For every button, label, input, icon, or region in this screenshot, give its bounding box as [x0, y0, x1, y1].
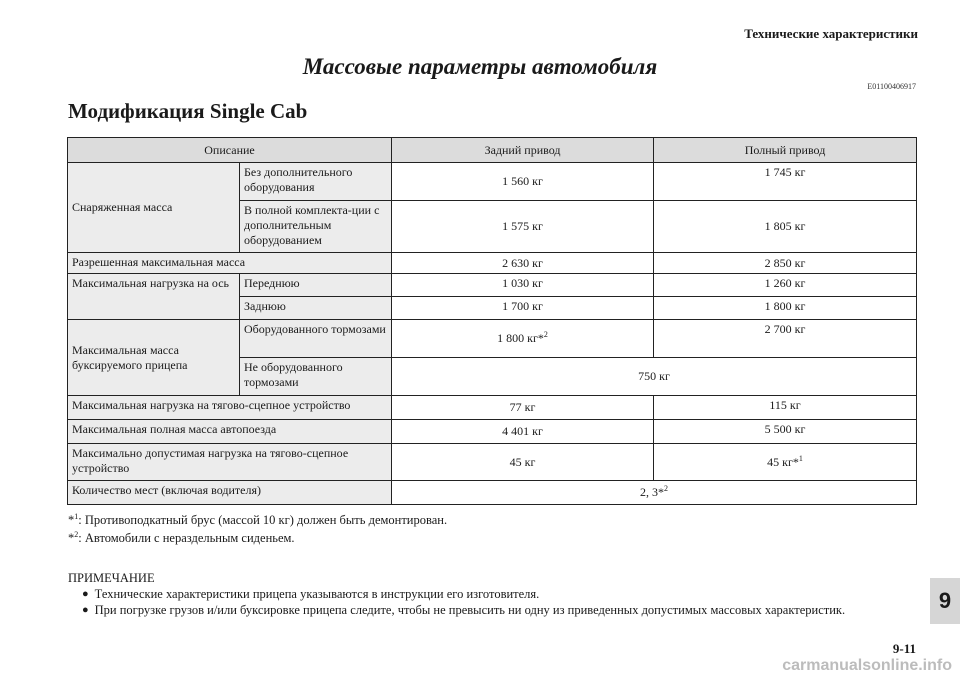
mass-parameters-table [67, 137, 917, 505]
footnote-2 [68, 529, 447, 547]
cell-value: 1 805 кг [654, 201, 917, 253]
note-block [68, 570, 845, 618]
page-number: 9-11 [892, 641, 916, 656]
table-row [68, 274, 917, 297]
row-label-trailer-mass: Максимальная масса буксируемого прицепа [68, 320, 240, 396]
cell-value: 4 401 кг [392, 420, 654, 444]
cell-value: 2 850 кг [654, 253, 917, 274]
column-header-4wd: Полный привод [654, 138, 917, 163]
sub-label-no-equipment: Без дополнительного оборудования [240, 163, 392, 201]
table-header-row [68, 138, 917, 163]
table-row [68, 396, 917, 420]
row-label-hitch-allowed: Максимально допустимая нагрузка на тягово-сцепное устройство [68, 444, 392, 481]
cell-value: 750 кг [392, 358, 917, 396]
footnotes [68, 511, 447, 547]
cell-value: 1 030 кг [392, 274, 654, 297]
sub-label-front: Переднюю [240, 274, 392, 297]
footnote-number: 1 [74, 511, 79, 521]
table-row [68, 481, 917, 505]
note-item [68, 602, 845, 618]
table-row [68, 444, 917, 481]
cell-value: 2 630 кг [392, 253, 654, 274]
row-label-seats: Количество мест (включая водителя) [68, 481, 392, 505]
running-header: Технические характеристики [744, 26, 918, 41]
cell-value: 1 260 кг [654, 274, 917, 297]
cell-value: 45 кг [392, 444, 654, 481]
table-row [68, 420, 917, 444]
section-heading: Модификация Single Cab [68, 99, 308, 123]
row-label-gvw: Разрешенная максимальная масса [68, 253, 392, 274]
cell-value-text: 45 кг* [767, 454, 799, 469]
column-header-rwd: Задний привод [392, 138, 654, 163]
sub-label-braked: Оборудованного тормозами [240, 320, 392, 358]
footnote-mark: 2 [664, 484, 669, 493]
watermark: carmanualsonline.info [782, 657, 952, 674]
row-label-axle-load: Максимальная нагрузка на ось [68, 274, 240, 320]
note-text: Технические характеристики прицепа указываются в инструкции его изготовителя. [94, 587, 540, 601]
cell-value [392, 320, 654, 358]
cell-value: 2 700 кг [654, 320, 917, 358]
footnote-mark: 2 [543, 330, 548, 339]
footnote-text: : Противоподкатный брус (массой 10 кг) должен быть демонтирован. [78, 513, 448, 527]
page-title: Массовые параметры автомобиля [302, 54, 658, 79]
row-label-curb-mass: Снаряженная масса [68, 163, 240, 253]
column-header-description: Описание [68, 138, 392, 163]
footnote-asterisk: * [68, 531, 75, 545]
sub-label-unbraked: Не оборудованного тормозами [240, 358, 392, 396]
sub-label-full-equipment: В полной комплекта-ции с дополнительным оборудованием [240, 201, 392, 253]
cell-value-text: 2, 3* [640, 485, 665, 499]
document-code: E01100406917 [867, 82, 916, 91]
footnote-1 [68, 511, 447, 529]
cell-value: 77 кг [392, 396, 654, 420]
footnote-text: : Автомобили с нераздельным сиденьем. [78, 531, 295, 545]
note-text: При погрузке грузов и/или буксировке прицепа следите, чтобы не превысить ни одну из приведенных допустимых массовых характеристик. [94, 603, 846, 617]
cell-value: 1 575 кг [392, 201, 654, 253]
cell-value: 1 800 кг [654, 297, 917, 320]
table-row [68, 163, 917, 201]
cell-value-text: 1 800 кг* [497, 331, 544, 345]
footnote-number: 2 [74, 529, 79, 539]
bullet-icon: ● [82, 588, 89, 600]
sub-label-rear: Заднюю [240, 297, 392, 320]
table-row [68, 320, 917, 358]
table-row [68, 253, 917, 274]
note-heading: ПРИМЕЧАНИЕ [68, 571, 155, 585]
cell-value [654, 444, 917, 481]
cell-value: 1 745 кг [654, 163, 917, 201]
cell-value: 115 кг [654, 396, 917, 420]
footnote-asterisk: * [68, 513, 75, 527]
row-label-gcw: Максимальная полная масса автопоезда [68, 420, 392, 444]
cell-value: 5 500 кг [654, 420, 917, 444]
bullet-icon: ● [82, 604, 89, 616]
row-label-hitch-load: Максимальная нагрузка на тягово-сцепное устройство [68, 396, 392, 420]
cell-value: 1 560 кг [392, 163, 654, 201]
footnote-mark: 1 [798, 453, 803, 463]
cell-value [392, 481, 917, 505]
cell-value: 1 700 кг [392, 297, 654, 320]
note-item [68, 586, 845, 602]
section-tab: 9 [930, 578, 960, 624]
